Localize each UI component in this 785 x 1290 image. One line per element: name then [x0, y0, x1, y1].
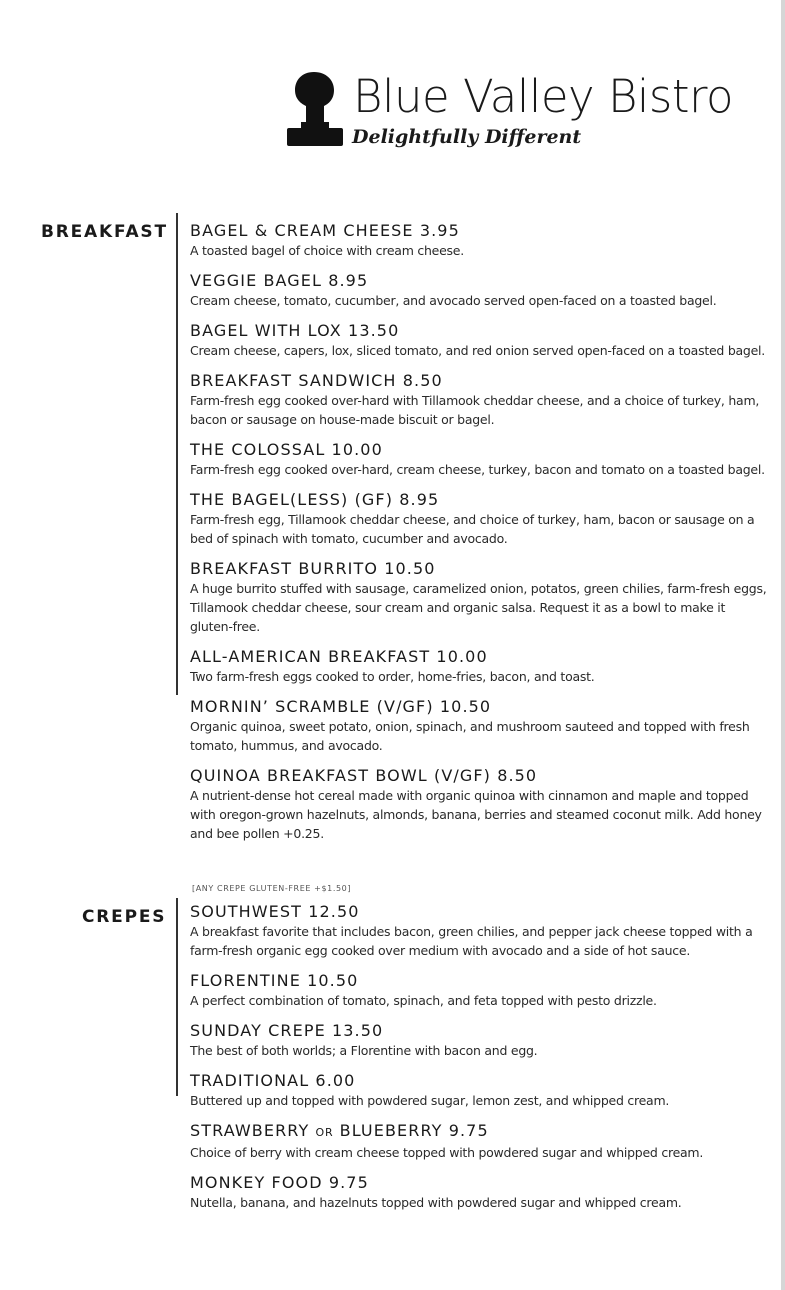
item-name-part: BLUEBERRY 9.75	[333, 1121, 489, 1140]
item-name: BAGEL WITH LOX 13.50	[190, 321, 400, 340]
menu-item	[190, 970, 770, 1010]
menu-item	[190, 696, 770, 755]
menu-item	[190, 558, 770, 636]
item-name: FLORENTINE 10.50	[190, 971, 359, 990]
item-name: QUINOA BREAKFAST BOWL (V/GF) 8.50	[190, 766, 538, 785]
section-heading-breakfast: BREAKFAST	[41, 222, 168, 242]
item-name: TRADITIONAL 6.00	[190, 1071, 356, 1090]
item-name: MONKEY FOOD 9.75	[190, 1173, 369, 1192]
item-description: A nutrient-dense hot cereal made with organic quinoa with cinnamon and maple and topped with oregon-grown hazelnuts, almonds, banana, berries and steamed coconut milk. Add honey and bee pollen +0.25.	[190, 788, 762, 841]
item-description: Cream cheese, tomato, cucumber, and avocado served open-faced on a toasted bagel.	[190, 293, 717, 308]
item-description: Choice of berry with cream cheese topped with powdered sugar and whipped cream.	[190, 1145, 704, 1160]
menu-item	[190, 370, 770, 429]
item-description: Farm-fresh egg, Tillamook cheddar cheese, and choice of turkey, ham, bacon or sausage on a bed of spinach with tomato, cucumber and avocado.	[190, 512, 755, 546]
item-name: BAGEL & CREAM CHEESE 3.95	[190, 221, 460, 240]
item-name: BREAKFAST BURRITO 10.50	[190, 559, 436, 578]
item-name-part: STRAWBERRY	[190, 1121, 316, 1140]
menu-item	[190, 439, 770, 479]
coffee-tamper-icon	[284, 70, 344, 150]
section-divider-crepes	[176, 898, 178, 1096]
menu-item	[190, 1020, 770, 1060]
item-description: A perfect combination of tomato, spinach, and feta topped with pesto drizzle.	[190, 993, 657, 1008]
item-description: Organic quinoa, sweet potato, onion, spinach, and mushroom sauteed and topped with fresh tomato, hummus, and avocado.	[190, 719, 750, 753]
item-description: A breakfast favorite that includes bacon, green chilies, and pepper jack cheese topped with a farm-fresh organic egg cooked over medium with avocado and a side of hot sauce.	[190, 924, 753, 958]
item-name: BREAKFAST SANDWICH 8.50	[190, 371, 443, 390]
item-description: A huge burrito stuffed with sausage, caramelized onion, potatos, green chilies, farm-fresh eggs, Tillamook cheddar cheese, sour cream and organic salsa. Request it as a bowl to make it gluten-free.	[190, 581, 767, 634]
item-description: Cream cheese, capers, lox, sliced tomato, and red onion served open-faced on a toasted bagel.	[190, 343, 765, 358]
item-name: THE BAGEL(LESS) (GF) 8.95	[190, 490, 440, 509]
menu-item	[190, 270, 770, 310]
item-name-or: OR	[315, 1126, 334, 1139]
item-description: Farm-fresh egg cooked over-hard, cream cheese, turkey, bacon and tomato on a toasted bagel.	[190, 462, 765, 477]
page-edge	[781, 0, 785, 1290]
breakfast-items	[190, 220, 770, 853]
item-description: Nutella, banana, and hazelnuts topped with powdered sugar and whipped cream.	[190, 1195, 682, 1210]
menu-item	[190, 1120, 770, 1162]
menu-item	[190, 765, 770, 843]
brand-name: Blue Valley Bistro	[353, 70, 734, 123]
item-name: MORNIN’ SCRAMBLE (V/GF) 10.50	[190, 697, 492, 716]
menu-item	[190, 220, 770, 260]
item-name: THE COLOSSAL 10.00	[190, 440, 383, 459]
menu-item	[190, 1172, 770, 1212]
section-heading-crepes: CREPES	[82, 907, 167, 927]
item-description: Two farm-fresh eggs cooked to order, home-fries, bacon, and toast.	[190, 669, 595, 684]
item-name: VEGGIE BAGEL 8.95	[190, 271, 369, 290]
item-description: The best of both worlds; a Florentine with bacon and egg.	[190, 1043, 538, 1058]
item-name: SOUTHWEST 12.50	[190, 902, 360, 921]
item-name: SUNDAY CREPE 13.50	[190, 1021, 384, 1040]
crepe-gluten-free-note: [ANY CREPE GLUTEN-FREE +$1.50]	[192, 884, 352, 893]
section-divider-breakfast	[176, 213, 178, 695]
menu-item	[190, 1070, 770, 1110]
item-name: ALL-AMERICAN BREAKFAST 10.00	[190, 647, 488, 666]
item-name	[190, 1120, 770, 1143]
menu-item	[190, 901, 770, 960]
menu-item	[190, 320, 770, 360]
item-description: Farm-fresh egg cooked over-hard with Tillamook cheddar cheese, and a choice of turkey, ham, bacon or sausage on house-made biscuit or bagel.	[190, 393, 760, 427]
item-description: A toasted bagel of choice with cream cheese.	[190, 243, 464, 258]
menu-item	[190, 646, 770, 686]
item-description: Buttered up and topped with powdered sugar, lemon zest, and whipped cream.	[190, 1093, 670, 1108]
menu-item	[190, 489, 770, 548]
tagline: Delightfully Different	[352, 126, 582, 148]
crepe-items	[190, 901, 770, 1222]
